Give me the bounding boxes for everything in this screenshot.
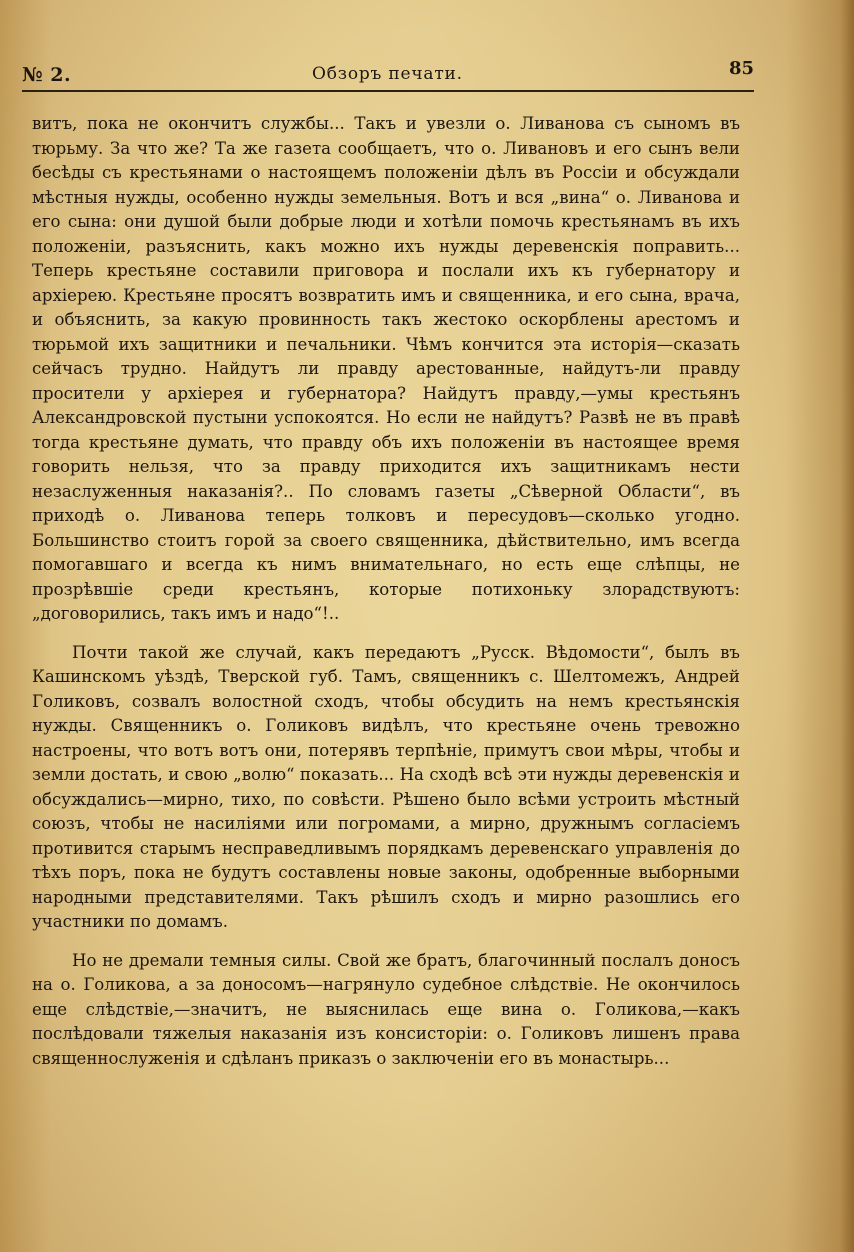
article-body xyxy=(32,112,740,1071)
paragraph-3: Но не дремали темныя силы. Свой же братъ, благочинный послалъ доносъ на о. Голикова, а за доносомъ—нагрянуло судебное слѣдствiе. Не окончилось еще слѣдствiе,—значитъ, не выяснилась еще вина о. Голикова,—какъ послѣдовали тяжелыя наказанiя изъ консисторiи: о. Голиковъ лишенъ права священнослуженiя и сдѣланъ приказъ о заключенiи его въ монастырь... xyxy=(32,950,740,1068)
running-title: Обзоръ печати. xyxy=(312,64,463,84)
paragraph-1: витъ, пока не окончитъ службы... Такъ и увезли о. Ливанова съ сыномъ въ тюрьму. За что же? Та же газета сообщаетъ, что о. Ливановъ и его сынъ вели бесѣды съ крестьянами о настоящемъ положенiи дѣлъ въ Россiи и обсуждали мѣстныя нужды, особенно нужды земельныя. Вотъ и вся „вина“ о. Ливанова и его сына: они душой были добрые люди и хотѣли помочь крестьянамъ въ ихъ положенiи, разъяснить, какъ можно ихъ нужды деревенскiя поправить... Теперь крестьяне составили приговора и послали ихъ къ губернатору и архiерею. Крестьяне просятъ возвратить имъ и священника, и его сына, врача, и объяснить, за какую провинность такъ жестоко оскорблены арестомъ и тюрьмой ихъ защитники и печальники. Чѣмъ кончится эта исторiя—сказать сейчасъ трудно. Найдутъ ли правду арестованные, найдутъ-ли правду просители у архiерея и губернатора? Найдутъ правду,—умы крестьянъ Александровской пустыни успокоятся. Но если не найдутъ? Развѣ не въ правѣ тогда крестьяне думать, что правду объ ихъ положенiи въ настоящее время говорить нельзя, что за правду приходится ихъ защитникамъ нести незаслуженныя наказанiя?.. По словамъ газеты „Сѣверной Области“, въ приходѣ о. Ливанова теперь толковъ и пересудовъ—сколько угодно. Большинство стоитъ горой за своего священника, дѣйствительно, имъ всегда помогавшаго и всегда къ нимъ внимательнаго, но есть еще слѣпцы, не прозрѣвшiе среди крестьянъ, которые потихоньку злорадствуютъ: „договорились, такъ имъ и надо“!.. xyxy=(32,114,740,623)
issue-number: № 2. xyxy=(22,64,72,86)
paragraph-2: Почти такой же случай, какъ передаютъ „Русск. Вѣдомости“, былъ въ Кашинскомъ уѣздѣ, Тверской губ. Тамъ, священникъ с. Шелтомежъ, Андрей Голиковъ, созвалъ волостной сходъ, чтобы обсудить на немъ крестьянскiя нужды. Священникъ о. Голиковъ видѣлъ, что крестьяне очень тревожно настроены, что вотъ вотъ они, потерявъ терпѣнiе, примутъ свои мѣры, чтобы и земли достать, и свою „волю“ показать... На сходѣ всѣ эти нужды деревенскiя и обсуждались—мирно, тихо, по совѣсти. Рѣшено было всѣми устроить мѣстный союзъ, чтобы не насилiями или погромами, а мирно, дружнымъ согласiемъ противится старымъ несправедливымъ порядкамъ деревенскаго управленiя до тѣхъ поръ, пока не будутъ составлены новые законы, одобренные выборными народными представителями. Такъ рѣшилъ сходъ и мирно разошлись его участники по домамъ. xyxy=(32,642,740,931)
page-edge-shadow xyxy=(840,0,854,1252)
page-header xyxy=(22,58,754,90)
header-rule xyxy=(22,90,754,92)
page-number: 85 xyxy=(728,58,754,79)
